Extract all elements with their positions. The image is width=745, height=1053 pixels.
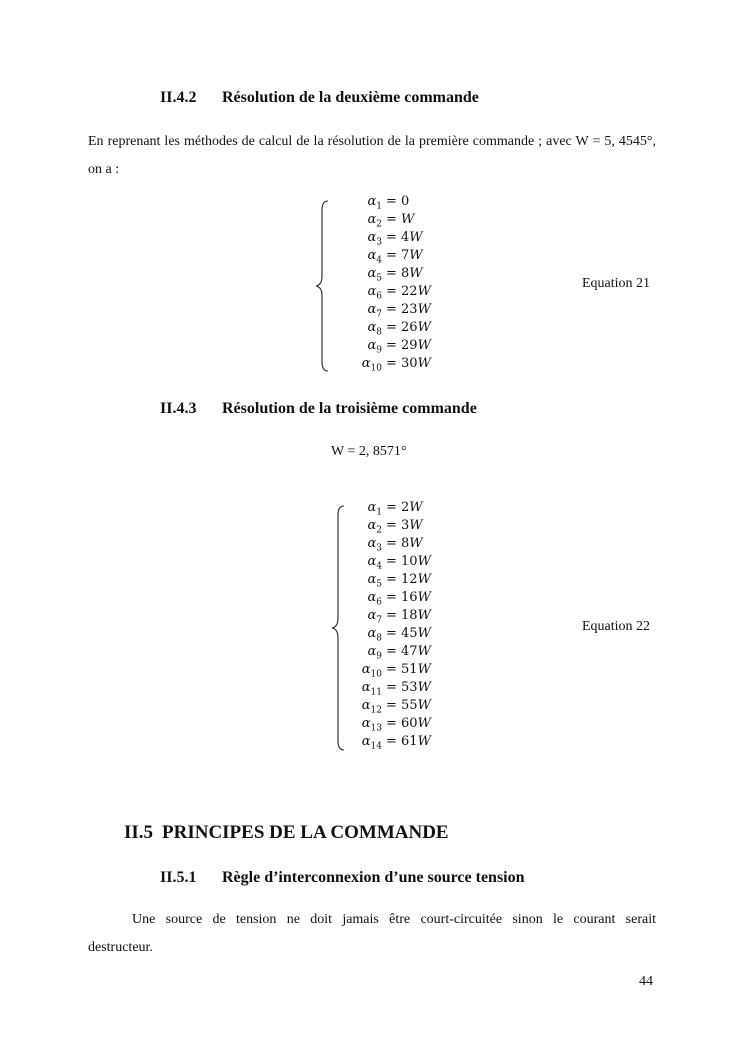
alpha-index: 12 [370, 705, 382, 716]
equation-value: = 2W [386, 500, 423, 515]
alpha-index: 4 [376, 255, 382, 266]
paragraph-line: Une source de tension ne doit jamais être court-circuitée sinon le courant serait [132, 912, 656, 927]
equation-label-21: Equation 21 [582, 276, 651, 291]
alpha-variable: $\alpha_6$ [367, 590, 382, 608]
alpha-index: 8 [376, 327, 382, 338]
equation-value: = 26W [386, 320, 431, 335]
alpha-index: 1 [376, 201, 382, 212]
section-number: II.5.1 [160, 869, 197, 886]
section-title: PRINCIPES DE LA COMMANDE [162, 822, 449, 843]
alpha-index: 7 [376, 309, 382, 320]
section-number: II.5 [124, 822, 154, 843]
alpha-index: 13 [370, 723, 382, 734]
alpha-index: 5 [376, 273, 382, 284]
alpha-variable: $\alpha_5$ [367, 266, 382, 284]
alpha-variable: $\alpha_8$ [367, 320, 382, 338]
alpha-variable: $\alpha_1$ [367, 194, 382, 212]
equation-value: = 47W [386, 644, 431, 659]
equation-value: = 18W [386, 608, 431, 623]
equation-value: = 10W [386, 554, 431, 569]
alpha-variable: $\alpha_4$ [367, 554, 382, 572]
equation-value: = 3W [386, 518, 423, 533]
alpha-variable: $\alpha_8$ [367, 626, 382, 644]
alpha-index: 9 [376, 651, 382, 662]
equation-value: = 60W [386, 716, 431, 731]
alpha-variable: $\alpha_2$ [367, 518, 382, 536]
equation-value: = 16W [386, 590, 431, 605]
equation-label-22: Equation 22 [582, 619, 651, 634]
alpha-index: 3 [376, 237, 382, 248]
alpha-variable: $\alpha_6$ [367, 284, 382, 302]
section-heading-2-4-3 [160, 400, 477, 418]
equation-value: = 29W [386, 338, 431, 353]
section-title: Résolution de la deuxième commande [222, 89, 479, 106]
equation-value: = 53W [386, 680, 431, 695]
alpha-variable: $\alpha_7$ [367, 302, 382, 320]
alpha-index: 1 [376, 507, 382, 518]
alpha-index: 3 [376, 543, 382, 554]
alpha-variable: $\alpha_9$ [367, 338, 382, 356]
section-heading-2-5 [124, 822, 449, 844]
alpha-index: 11 [370, 687, 382, 698]
section-title: Résolution de la troisième commande [222, 400, 477, 417]
alpha-index: 2 [376, 525, 382, 536]
alpha-variable: $\alpha_3$ [367, 230, 382, 248]
equation-value: = W [386, 212, 415, 227]
equation-value: = 51W [386, 662, 431, 677]
paragraph-line: destructeur. [88, 940, 153, 955]
w-value: W = 2, 8571° [331, 444, 407, 459]
alpha-index: 7 [376, 615, 382, 626]
alpha-variable: $\alpha_4$ [367, 248, 382, 266]
alpha-index: 2 [376, 219, 382, 230]
alpha-variable: $\alpha_{11}$ [361, 680, 382, 698]
alpha-index: 10 [370, 363, 382, 374]
alpha-variable: $\alpha_1$ [367, 500, 382, 518]
section-heading-2-4-2 [160, 89, 479, 107]
alpha-variable: $\alpha_2$ [367, 212, 382, 230]
equation-value: = 8W [386, 536, 423, 551]
equation-line [322, 733, 431, 756]
alpha-index: 5 [376, 579, 382, 590]
equation-value: = 55W [386, 698, 431, 713]
alpha-variable: $\alpha_{14}$ [361, 734, 382, 752]
equation-line [322, 355, 431, 378]
alpha-variable: $\alpha_9$ [367, 644, 382, 662]
alpha-index: 9 [376, 345, 382, 356]
section-heading-2-5-1 [160, 869, 525, 887]
alpha-variable: $\alpha_{13}$ [361, 716, 382, 734]
alpha-index: 14 [370, 741, 382, 752]
equation-value: = 4W [386, 230, 423, 245]
equation-value: = 0 [386, 194, 410, 209]
page-number: 44 [639, 974, 653, 989]
equation-value: = 45W [386, 626, 431, 641]
equation-value: = 8W [386, 266, 423, 281]
alpha-variable: $\alpha_{10}$ [361, 662, 382, 680]
paragraph-intro: En reprenant les méthodes de calcul de la résolution de la première commande ; avec W = 5, 4545°, on a : [88, 134, 656, 177]
section-number: II.4.2 [160, 89, 197, 106]
section-title: Règle d’interconnexion d’une source tension [222, 869, 525, 886]
equation-value: = 22W [386, 284, 431, 299]
alpha-variable: $\alpha_3$ [367, 536, 382, 554]
alpha-variable: $\alpha_5$ [367, 572, 382, 590]
alpha-index: 8 [376, 633, 382, 644]
alpha-variable: $\alpha_7$ [367, 608, 382, 626]
section-number: II.4.3 [160, 400, 197, 417]
equation-value: = 7W [386, 248, 423, 263]
equation-value: = 12W [386, 572, 431, 587]
equation-value: = 23W [386, 302, 431, 317]
alpha-index: 4 [376, 561, 382, 572]
paragraph-source-tension [88, 906, 656, 962]
alpha-variable: $\alpha_{10}$ [361, 356, 382, 374]
alpha-index: 6 [376, 291, 382, 302]
alpha-index: 10 [370, 669, 382, 680]
equation-value: = 61W [386, 734, 431, 749]
alpha-index: 6 [376, 597, 382, 608]
equation-value: = 30W [386, 356, 431, 371]
alpha-variable: $\alpha_{12}$ [361, 698, 382, 716]
